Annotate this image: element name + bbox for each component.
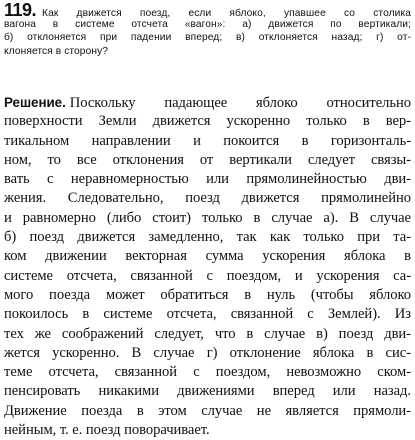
solution-text-line: Поскольку падающее яблоко относительно <box>69 95 411 111</box>
solution-text-line: теме отсчета, связанной с поездом, невозможно ском- <box>4 364 411 381</box>
problem-text-line: б) отклоняется при падении вперед; в) отклоняется назад; г) от- <box>4 32 411 44</box>
problem-line-1 <box>4 0 411 20</box>
solution-text-line: мого поезда может обратиться в нуль (чтобы яблоко <box>4 286 411 303</box>
solution-text-line: тикальном направлении и покоится в горизонталь- <box>4 132 411 149</box>
solution-text-line: системе отсчета, связанной с поездом, и ускорения са- <box>4 267 411 284</box>
problem-text-line: клоняется в сторону? <box>4 45 109 57</box>
problem-text-line: Как движется поезд, если яблоко, упавшее со столика <box>42 8 411 19</box>
solution-text-line: и равномерно (либо стоит) только в случае а). В случае <box>4 209 411 226</box>
solution-text-line: ном, то все отклонения от вертикали следует связы- <box>4 151 411 168</box>
solution-text-line: Движение поезда в этом случае не является прямоли- <box>4 402 411 419</box>
solution-block <box>4 93 411 440</box>
solution-text-line: жется ускоренно. В случае г) отклонение яблока в сис- <box>4 344 411 361</box>
problem-text-line: вагона в системе отсчета «вагон»: а) движется по вертикали; <box>4 18 411 30</box>
solution-text-line: покоилось в системе отсчета, связанной с Землей). Из <box>4 306 411 323</box>
problem-number: 119. <box>4 0 37 20</box>
solution-text-line: нейным, т. е. поезд поворачивает. <box>4 422 210 439</box>
solution-line-1 <box>4 93 411 112</box>
solution-text-line: ком движении векторная сумма ускорения яблока в <box>4 248 411 265</box>
solution-text-line: вать с неравномерностью или прямолинейностью дви- <box>4 171 411 188</box>
solution-text-line: поверхности Земли движется ускоренно только в вер- <box>4 113 411 130</box>
solution-text-line: б) поезд движется замедленно, так как только при та- <box>4 229 411 246</box>
problem-statement <box>4 0 411 58</box>
solution-text-line: тех же соображений следует, что в случае в) поезд дви- <box>4 325 411 342</box>
solution-label: Решение. <box>4 95 66 110</box>
solution-text-line: пенсировать никакими движениями вперед или назад. <box>4 383 411 400</box>
solution-text-line: жения. Следовательно, поезд движется прямолинейно <box>4 190 411 207</box>
